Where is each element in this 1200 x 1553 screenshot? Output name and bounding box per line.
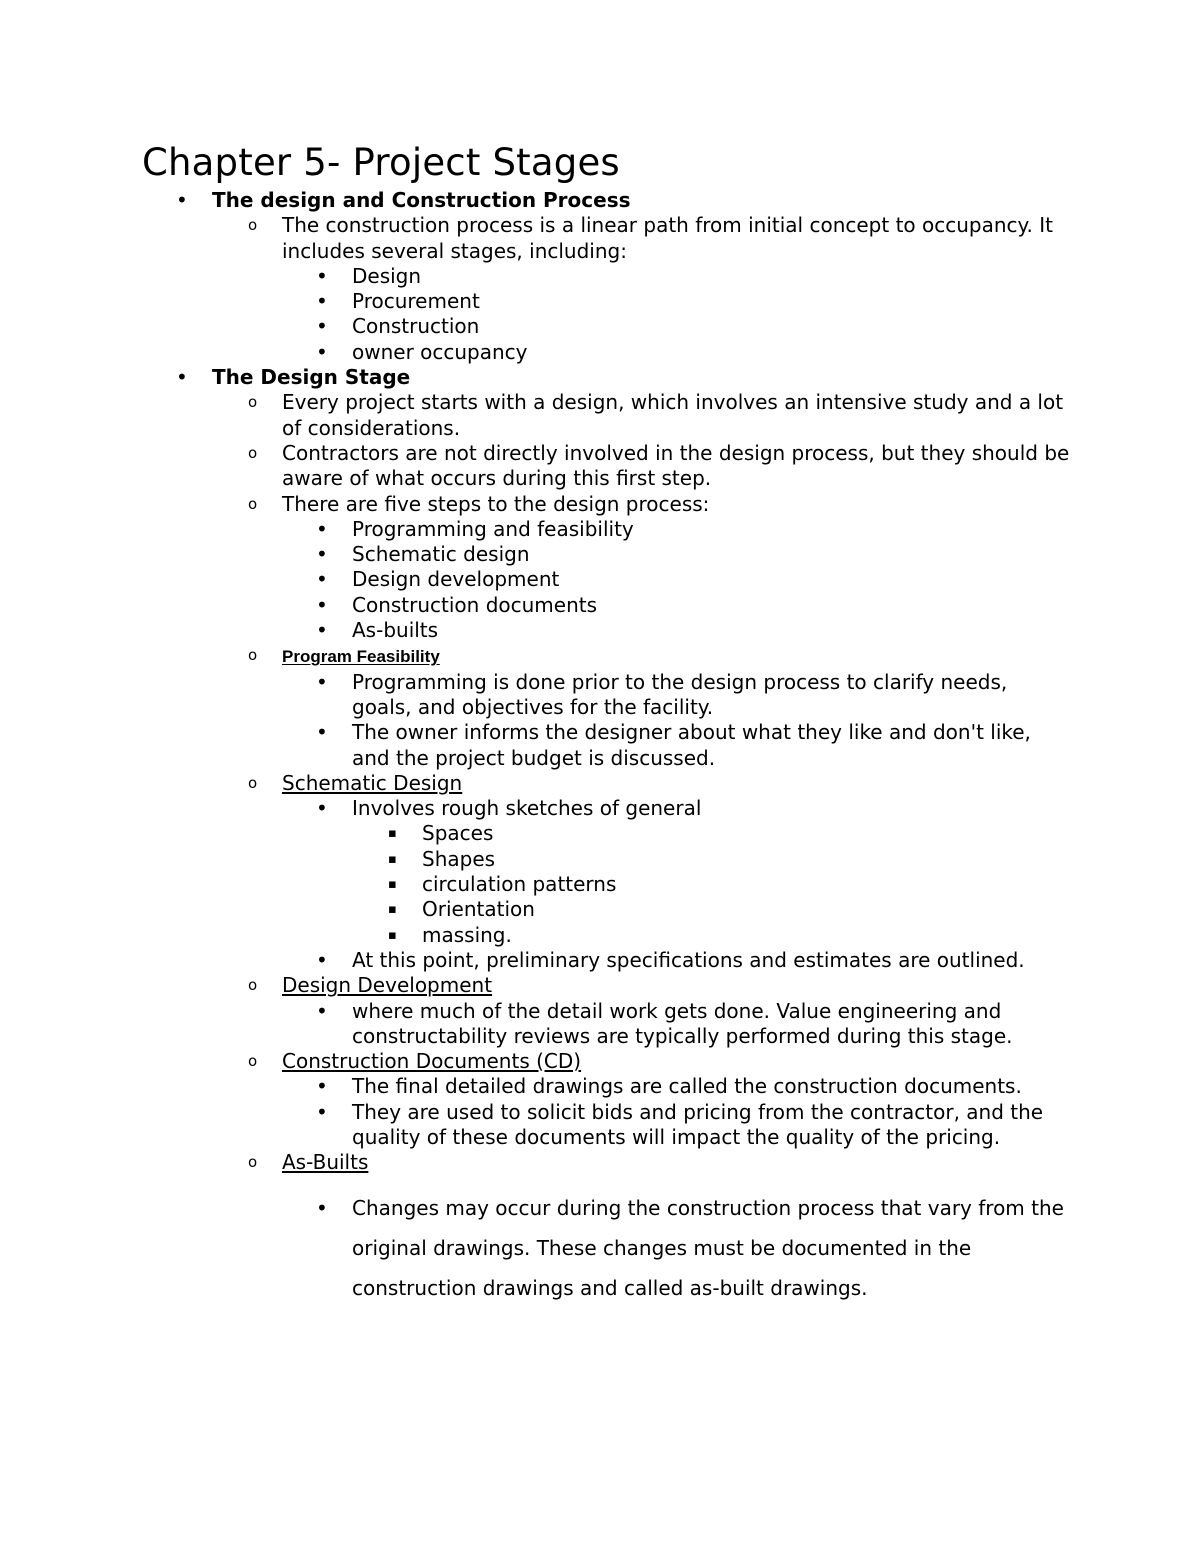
subsection-heading: Construction Documents (CD) — [282, 1049, 582, 1074]
square-bullet-icon: ▪ — [388, 902, 397, 918]
section-heading: The design and Construction Process — [212, 188, 631, 212]
bullet-icon: • — [316, 567, 328, 592]
list-item — [212, 1150, 1072, 1307]
item-text: Design development — [352, 567, 560, 592]
outline-level-3 — [282, 517, 1072, 643]
square-bullet-icon: ▪ — [388, 877, 397, 893]
list-item — [352, 923, 1072, 948]
list-item — [282, 618, 1072, 643]
bullet-icon: • — [316, 669, 328, 694]
item-text: Construction — [352, 314, 480, 339]
list-item — [282, 670, 1072, 721]
list-item — [282, 542, 1072, 567]
bullet-icon: • — [316, 998, 328, 1023]
circle-bullet-icon: o — [248, 216, 258, 235]
document-page — [142, 140, 1072, 1308]
outline-level-3 — [282, 670, 1072, 771]
circle-bullet-icon: o — [248, 1052, 258, 1071]
list-item — [282, 1100, 1072, 1151]
item-text: Programming is done prior to the design process to clarify needs, goals, and objectives for the facility. — [352, 669, 1008, 719]
list-item — [212, 643, 1072, 770]
list-item — [142, 188, 1072, 365]
list-item — [352, 847, 1072, 872]
list-item — [352, 897, 1072, 922]
item-text: Programming and feasibility — [352, 516, 634, 541]
item-text: The owner informs the designer about what they like and don't like, and the project budget is discussed. — [352, 720, 1031, 770]
circle-bullet-icon: o — [248, 976, 258, 995]
item-text: Every project starts with a design, which involves an intensive study and a lot of considerations. — [282, 390, 1064, 440]
bullet-icon: • — [316, 339, 328, 364]
page-title: Chapter 5- Project Stages — [142, 141, 620, 184]
item-text: Shapes — [422, 846, 496, 871]
list-item — [282, 567, 1072, 592]
list-item — [282, 720, 1072, 771]
list-item — [212, 441, 1072, 492]
circle-bullet-icon: o — [248, 646, 258, 665]
outline-level-3 — [282, 264, 1072, 365]
item-text: owner occupancy — [352, 339, 528, 364]
item-text: Spaces — [422, 821, 494, 846]
subsection-heading: Schematic Design — [282, 770, 463, 795]
square-bullet-icon: ▪ — [388, 927, 397, 943]
square-bullet-icon: ▪ — [388, 826, 397, 842]
square-bullet-icon: ▪ — [388, 851, 397, 867]
subsection-heading: Design Development — [282, 973, 493, 998]
item-text: circulation patterns — [422, 872, 617, 897]
outline-level-4 — [352, 821, 1072, 947]
item-text: Design — [352, 263, 422, 288]
outline-level-1 — [142, 188, 1072, 1308]
list-item — [212, 973, 1072, 1049]
list-item — [282, 340, 1072, 365]
outline-level-3 — [282, 796, 1072, 973]
list-item — [282, 289, 1072, 314]
list-item — [212, 213, 1072, 365]
list-item — [282, 264, 1072, 289]
circle-bullet-icon: o — [248, 443, 258, 462]
item-text: massing. — [422, 922, 512, 947]
list-item — [352, 872, 1072, 897]
list-item — [282, 999, 1072, 1050]
list-item — [142, 365, 1072, 1308]
list-item — [282, 796, 1072, 948]
outline-level-3 — [282, 1188, 1072, 1308]
list-item — [212, 1049, 1072, 1150]
circle-bullet-icon: o — [248, 773, 258, 792]
item-text: The final detailed drawings are called the construction documents. — [352, 1074, 1022, 1099]
bullet-icon: • — [316, 1099, 328, 1124]
section-heading: The Design Stage — [212, 365, 411, 390]
circle-bullet-icon: o — [248, 393, 258, 412]
list-item — [282, 948, 1072, 973]
outline-level-3 — [282, 1074, 1072, 1150]
bullet-icon: • — [316, 618, 328, 643]
subsection-heading: As-Builts — [282, 1150, 369, 1175]
subsection-heading: Program Feasibility — [282, 647, 440, 667]
outline-level-3 — [282, 999, 1072, 1050]
bullet-icon: • — [316, 263, 328, 288]
item-text: Changes may occur during the construction process that vary from the original drawings. These changes must be documented in the construction drawings and called as-built drawings. — [352, 1195, 1064, 1300]
bullet-icon: • — [316, 796, 328, 821]
item-text: Procurement — [352, 289, 480, 314]
list-item — [352, 821, 1072, 846]
item-text: They are used to solicit bids and pricing from the contractor, and the quality of these documents will impact the quality of the pricing. — [352, 1099, 1044, 1149]
circle-bullet-icon: o — [248, 494, 258, 513]
circle-bullet-icon: o — [248, 1153, 258, 1172]
list-item — [212, 771, 1072, 973]
item-text: Construction documents — [352, 592, 598, 617]
bullet-icon: • — [316, 314, 328, 339]
list-item — [282, 517, 1072, 542]
bullet-icon: • — [316, 1195, 328, 1220]
item-text: Schematic design — [352, 542, 530, 567]
bullet-icon: • — [176, 365, 188, 390]
item-text: Involves rough sketches of general — [352, 796, 702, 821]
item-text: At this point, preliminary specifications and estimates are outlined. — [352, 947, 1025, 972]
outline-level-2 — [212, 390, 1072, 1307]
list-item — [212, 492, 1072, 644]
list-item — [282, 314, 1072, 339]
outline-level-2 — [212, 213, 1072, 365]
item-text: where much of the detail work gets done. Value engineering and constructability reviews are typically performed during this stage. — [352, 998, 1013, 1048]
item-text: There are five steps to the design process: — [282, 491, 710, 516]
list-item — [212, 390, 1072, 441]
list-item — [282, 593, 1072, 618]
bullet-icon: • — [316, 542, 328, 567]
item-text: Contractors are not directly involved in the design process, but they should be aware of what occurs during this first step. — [282, 440, 1070, 491]
bullet-icon: • — [316, 516, 328, 541]
list-item — [282, 1188, 1072, 1308]
item-text: As-builts — [352, 618, 439, 643]
list-item — [282, 1074, 1072, 1099]
item-text: Orientation — [422, 897, 535, 922]
bullet-icon: • — [316, 720, 328, 745]
bullet-icon: • — [316, 947, 328, 972]
bullet-icon: • — [316, 592, 328, 617]
bullet-icon: • — [176, 188, 188, 212]
bullet-icon: • — [316, 1074, 328, 1099]
bullet-icon: • — [316, 289, 328, 314]
item-text: The construction process is a linear path from initial concept to occupancy. It includes several stages, including: — [282, 213, 1053, 263]
